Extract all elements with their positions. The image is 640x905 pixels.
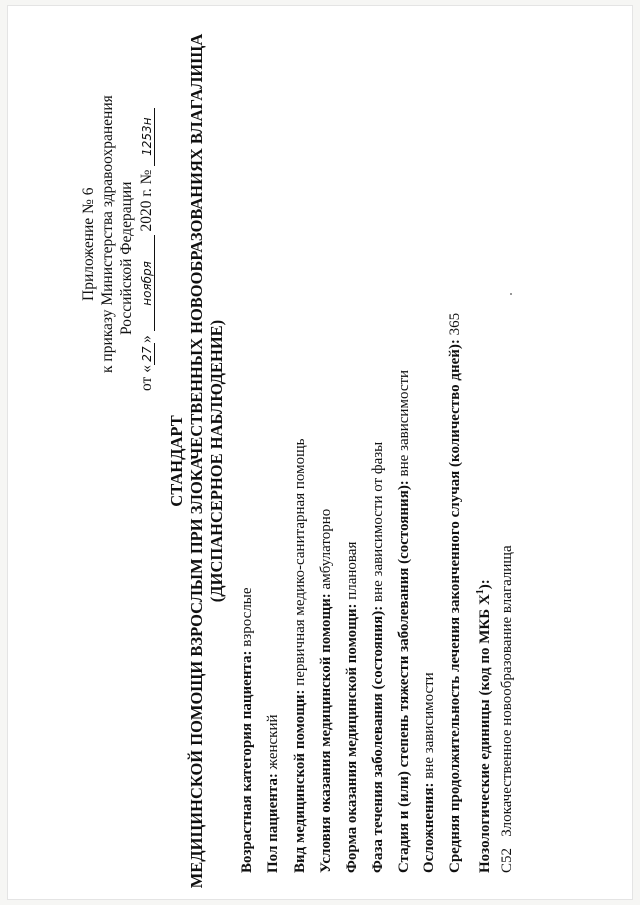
document-subtitle-note: (ДИСПАНСЕРНОЕ НАБЛЮДЕНИЕ) — [207, 319, 226, 603]
diagnosis-code: C52 — [499, 847, 515, 873]
order-date-line — [138, 108, 156, 391]
field-phase: Фаза течения заболевания (состояния): вне зависимости от фазы — [370, 441, 386, 873]
date-year: 2020 г. № — [138, 169, 155, 232]
document-title: СТАНДАРТ — [167, 415, 186, 507]
handwritten-month: ноября — [140, 235, 155, 331]
appendix-number: Приложение № 6 — [80, 187, 97, 301]
ministry-line: Российской Федерации — [118, 181, 135, 335]
rotated-content — [72, 31, 572, 891]
field-stage: Стадия и (или) степень тяжести заболевания (состояния): вне зависимости — [396, 369, 412, 873]
field-nosology: Нозологические единицы (код по МКБ $X^1$): — [475, 579, 493, 873]
handwritten-number: 1253н — [140, 108, 155, 166]
field-sex: Пол пациента: женский — [265, 714, 281, 873]
field-complications: Осложнения: вне зависимости — [421, 672, 437, 873]
field-duration: Средняя продолжительность лечения законченного случая (количество дней): 365 — [447, 312, 463, 873]
diagnosis-row — [498, 545, 516, 873]
date-mid: » — [138, 335, 155, 344]
field-form: Форма оказания медицинской помощи: плановая — [344, 541, 360, 873]
field-age: Возрастная категория пациента: взрослые — [239, 587, 255, 873]
handwritten-day: 27 — [140, 343, 155, 365]
document-subtitle: МЕДИЦИНСКОЙ ПОМОЩИ ВЗРОСЛЫМ ПРИ ЗЛОКАЧЕСТВЕННЫХ НОВООБРАЗОВАНИЯХ ВЛАГАЛИЩА — [187, 33, 206, 889]
field-conditions: Условия оказания медицинской помощи: амбулаторно — [318, 508, 334, 873]
diagnosis-text: Злокачественное новообразование влагалища — [499, 545, 515, 837]
order-line: к приказу Министерства здравоохранения — [99, 95, 116, 373]
scan-speck — [510, 293, 512, 295]
field-care-type: Вид медицинской помощи: первичная медико-санитарная помощь — [292, 438, 308, 873]
document-page — [8, 6, 632, 899]
date-prefix: от « — [138, 365, 155, 391]
